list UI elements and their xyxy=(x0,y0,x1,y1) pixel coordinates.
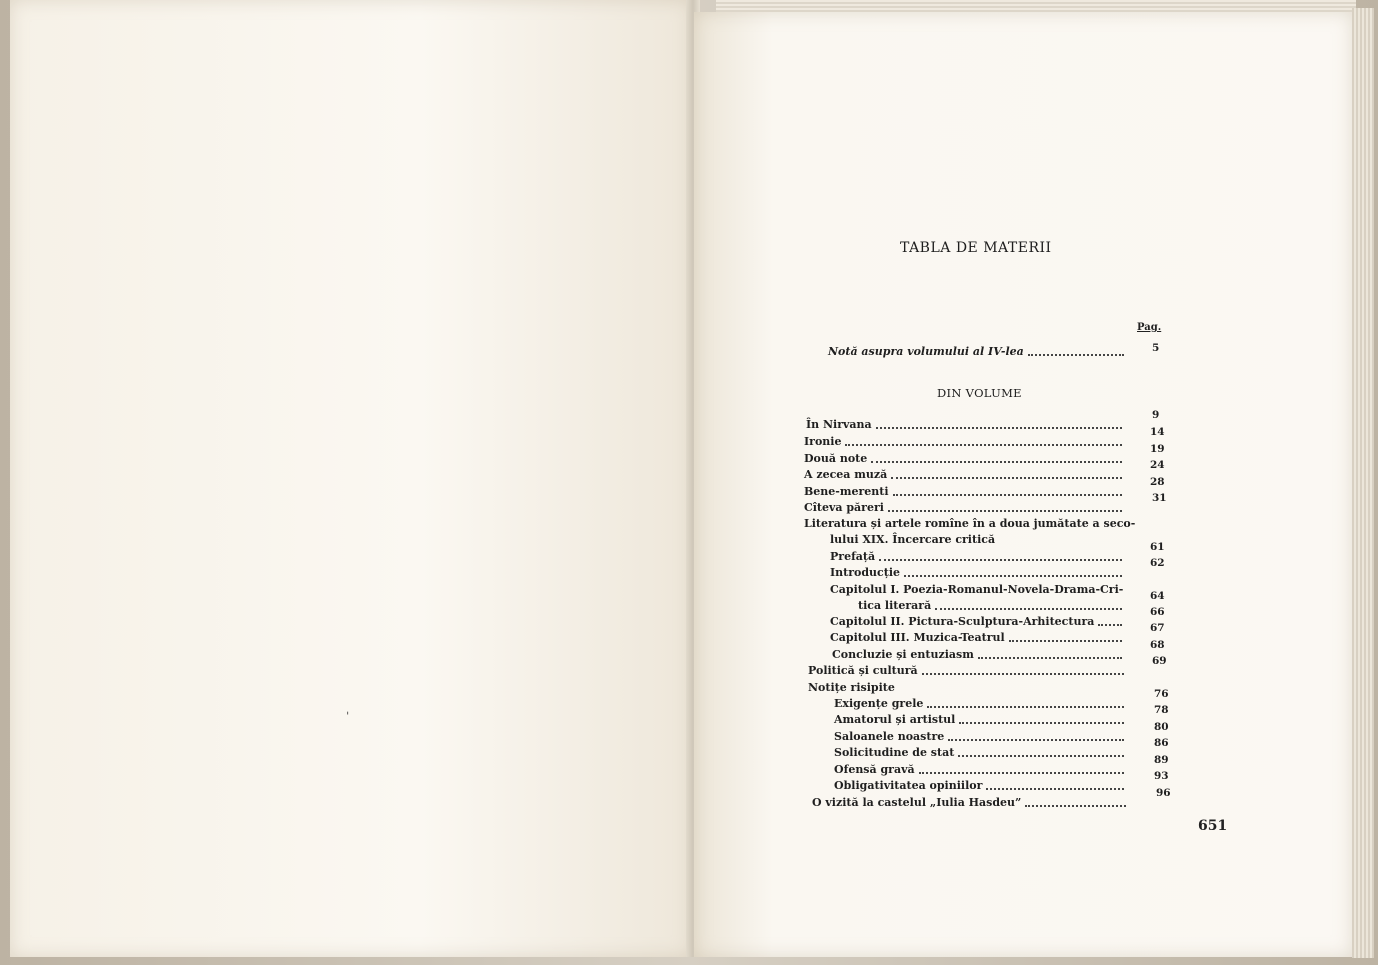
toc-entry-label: Notițe risipite xyxy=(808,681,895,694)
toc-entry-label: Introducție xyxy=(830,566,901,579)
toc-entry-page: 61 xyxy=(1150,541,1165,553)
toc-entry-page: 78 xyxy=(1154,704,1169,716)
toc-entry-page: 93 xyxy=(1154,770,1169,782)
toc-entry-label: Solicitudine de stat xyxy=(834,746,955,759)
toc-entry-page: 64 xyxy=(1150,590,1165,602)
toc-entry-page: 31 xyxy=(1152,492,1167,504)
toc-entry-label: lului XIX. Încercare critică xyxy=(830,533,996,546)
toc-entry-label: Ironie xyxy=(804,435,842,448)
toc-entry xyxy=(830,622,1165,644)
toc-entry xyxy=(808,680,1108,694)
toc-entry-label: Două note xyxy=(804,452,868,465)
dot-leader xyxy=(845,444,1122,446)
section-heading: DIN VOLUME xyxy=(937,386,1022,400)
dot-leader xyxy=(904,575,1122,577)
toc-entry-page: 68 xyxy=(1150,639,1165,651)
dot-leader xyxy=(1028,354,1124,356)
toc-entry-label: O vizită la castelul „Iulia Hasdeu” xyxy=(812,796,1022,809)
dot-leader xyxy=(888,510,1122,512)
dot-leader xyxy=(871,461,1122,463)
toc-entry-label: Notă asupra volumului al IV-lea xyxy=(828,345,1024,358)
toc-entry-page: 66 xyxy=(1150,606,1165,618)
toc-entry xyxy=(830,532,1130,546)
page-edges-side xyxy=(1352,8,1374,958)
toc-entry-label: Amatorul și artistul xyxy=(834,713,956,726)
page-column-label: Pag. xyxy=(1137,322,1162,333)
toc-entry-page: 28 xyxy=(1150,476,1165,488)
toc-entry xyxy=(804,516,1144,530)
toc-entry-page: 76 xyxy=(1154,688,1169,700)
dot-leader xyxy=(919,772,1124,774)
toc-entry-page: 24 xyxy=(1150,459,1165,471)
toc-entry-page: 86 xyxy=(1154,737,1169,749)
toc-entry xyxy=(832,639,1165,661)
toc-entry-label: Concluzie și entuziasm xyxy=(832,648,974,661)
toc-entry-page: 19 xyxy=(1150,443,1165,455)
toc-entry-page: 62 xyxy=(1150,557,1165,569)
toc-entry-label: Obligativitatea opiniilor xyxy=(834,779,983,792)
toc-entry-label: tica literară xyxy=(858,599,932,612)
toc-entry xyxy=(806,409,1160,431)
dot-leader xyxy=(1098,624,1122,626)
toc-entry-label: Prefață xyxy=(830,550,876,563)
toc-entry-label: Ofensă gravă xyxy=(834,763,915,776)
dot-leader xyxy=(879,559,1122,561)
toc-entry-label: Literatura și artele romîne în a doua jumătate a seco- xyxy=(804,517,1136,530)
toc-entry xyxy=(830,582,1130,596)
dot-leader xyxy=(927,706,1124,708)
dot-leader xyxy=(1009,640,1122,642)
toc-entry xyxy=(812,787,1171,809)
page-number: 651 xyxy=(1198,818,1228,834)
toc-entry-label: Politică și cultură xyxy=(808,664,918,677)
toc-entry-label: În Nirvana xyxy=(806,418,872,431)
toc-entry xyxy=(808,655,1167,677)
toc-entry xyxy=(804,459,1165,481)
toc-entry-page: 89 xyxy=(1154,754,1169,766)
toc-entry-page: 67 xyxy=(1150,622,1165,634)
dot-leader xyxy=(959,722,1124,724)
toc-entry-page: 69 xyxy=(1152,655,1167,667)
toc-entry xyxy=(804,426,1165,448)
dot-leader xyxy=(958,755,1124,757)
toc-entry xyxy=(834,770,1169,792)
ink-mark: ˈ xyxy=(346,710,350,724)
dot-leader xyxy=(891,477,1122,479)
toc-entry-page: 96 xyxy=(1156,787,1171,799)
toc-entry-label: Bene-merenti xyxy=(804,485,889,498)
toc-entry-label: Cîteva păreri xyxy=(804,501,884,514)
toc-title: TABLA DE MATERII xyxy=(900,240,1052,256)
toc-entry xyxy=(830,557,1165,579)
left-page xyxy=(10,0,692,957)
toc-entry-label: Capitolul I. Poezia-Romanul-Novela-Drama-Cri- xyxy=(830,583,1124,596)
toc-entry-label: Capitolul III. Muzica-Teatrul xyxy=(830,631,1005,644)
toc-entry-page: 5 xyxy=(1152,342,1160,354)
toc-entry-page: 80 xyxy=(1154,721,1169,733)
dot-leader xyxy=(986,788,1124,790)
toc-entry-page: 9 xyxy=(1152,409,1160,421)
toc-entry xyxy=(804,492,1167,514)
toc-entry xyxy=(804,476,1165,498)
dot-leader xyxy=(1025,805,1126,807)
toc-intro-row xyxy=(828,342,1160,358)
dot-leader xyxy=(935,608,1122,610)
page-edges-top xyxy=(716,0,1356,12)
dot-leader xyxy=(893,494,1122,496)
toc-entry xyxy=(834,704,1169,726)
dot-leader xyxy=(948,739,1124,741)
toc-entry-label: Saloanele noastre xyxy=(834,730,945,743)
toc-entry-label: Capitolul II. Pictura-Sculptura-Arhitectura xyxy=(830,615,1095,628)
toc-entry-label: Exigențe grele xyxy=(834,697,924,710)
toc-entry-page: 14 xyxy=(1150,426,1165,438)
dot-leader xyxy=(876,427,1122,429)
toc-entry xyxy=(834,737,1169,759)
dot-leader xyxy=(978,657,1122,659)
dot-leader xyxy=(922,673,1124,675)
toc-entry-label: A zecea muză xyxy=(804,468,888,481)
